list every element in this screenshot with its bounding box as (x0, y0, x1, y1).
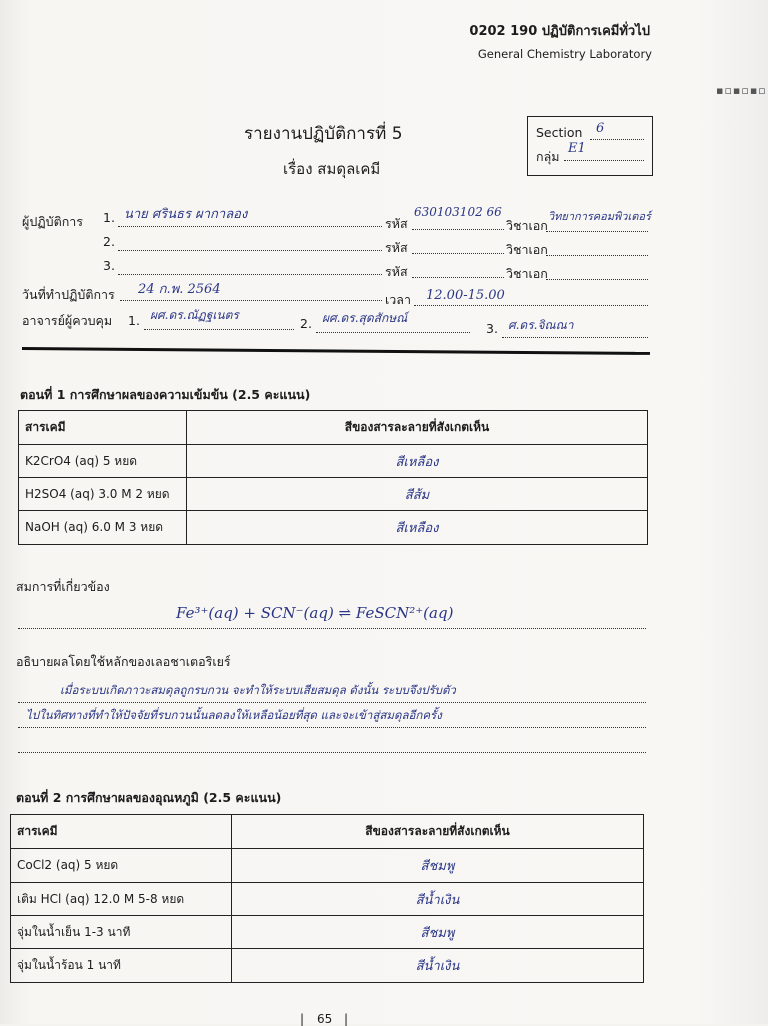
color-cell (187, 511, 648, 545)
equation-value: Fe³⁺(aq) + SCN⁻(aq) ⇌ FeSCN²⁺(aq) (176, 604, 454, 622)
table-row (11, 949, 644, 983)
performer-label: ผู้ปฏิบัติการ (22, 214, 84, 229)
report-title: รายงานปฏิบัติการที่ 5 (244, 124, 403, 144)
explain-label: อธิบายผลโดยใช้หลักของเลอชาเตอริเยร์ (16, 654, 231, 669)
advisor-line-2 (316, 332, 470, 333)
advisor-label: อาจารย์ผู้ควบคุม (22, 313, 113, 328)
part2-col-color: สีของสารละลายที่สังเกตเห็น (232, 815, 644, 849)
performer-number-2: 2. (103, 234, 115, 249)
chemical-cell: จุ่มในน้ำเย็น 1-3 นาที (11, 916, 232, 949)
page-number: 65 (317, 1012, 333, 1026)
color-answer: สีน้ำเงิน (415, 892, 460, 908)
color-answer: สีส้ม (404, 487, 430, 503)
equation-label: สมการที่เกี่ยวข้อง (16, 579, 110, 594)
advisor-number-3: 3. (486, 321, 498, 336)
chemical-cell: เติม HCl (aq) 12.0 M 5-8 หยด (11, 883, 232, 916)
explain-line-1 (18, 702, 646, 703)
id-label-2: รหัส (385, 240, 408, 255)
performer-number-3: 3. (103, 258, 115, 273)
scan-mark: ▪▫▪▫▪▫ (716, 84, 767, 97)
id-label-3: รหัส (385, 264, 408, 279)
chemical-cell: CoCl2 (aq) 5 หยด (11, 849, 232, 883)
table-row (11, 883, 644, 916)
advisor-1-name: ผศ.ดร.ณัฏฐเนตร (150, 308, 239, 322)
group-line (564, 160, 644, 161)
color-answer: สีเหลือง (395, 521, 439, 536)
part1-col-color: สีของสารละลายที่สังเกตเห็น (187, 411, 648, 445)
report-subject: เรื่อง สมดุลเคมี (283, 160, 381, 178)
major-label-3: วิชาเอก (506, 266, 548, 281)
date-label: วันที่ทำปฏิบัติการ (22, 287, 115, 302)
color-cell (187, 445, 648, 478)
section-box (527, 116, 653, 176)
part1-col-chemical: สารเคมี (19, 411, 187, 445)
color-answer: สีชมพู (420, 859, 455, 874)
color-cell (232, 916, 644, 949)
performer-line-1 (118, 226, 382, 227)
chemical-cell: จุ่มในน้ำร้อน 1 นาที (11, 949, 232, 983)
part2-col-chemical: สารเคมี (11, 815, 232, 849)
performer-1-name: นาย ศรินธร ผากาลอง (124, 207, 248, 222)
group-value: E1 (568, 141, 586, 156)
color-cell (232, 883, 644, 916)
part2-heading: ตอนที่ 2 การศึกษาผลของอุณหภูมิ (2.5 คะแนน) (16, 790, 282, 805)
time-line (414, 305, 648, 306)
chemical-cell: K2CrO4 (aq) 5 หยด (19, 445, 187, 478)
table-row (11, 849, 644, 883)
time-value: 12.00-15.00 (426, 288, 505, 303)
major-line-2 (546, 255, 648, 256)
color-answer: สีชมพู (420, 925, 455, 941)
explain-line-2 (18, 727, 646, 728)
date-line (120, 300, 382, 301)
equation-line (18, 628, 646, 629)
course-title: 0202 190 ปฏิบัติการเคมีทั่วไป (469, 24, 650, 39)
divider-rule (22, 347, 650, 355)
id-1-value: 630103102 66 (414, 205, 502, 219)
time-label: เวลา (385, 292, 411, 307)
performer-line-3 (118, 274, 382, 275)
page-number-left-bar: | (300, 1012, 305, 1026)
color-cell (232, 849, 644, 883)
page-number-right-bar: | (344, 1012, 349, 1026)
part1-table (18, 410, 648, 545)
advisor-2-name: ผศ.ดร.สุดสักษณ์ (322, 311, 408, 325)
color-cell (187, 478, 648, 511)
advisor-number-1: 1. (128, 313, 140, 328)
table-row (19, 511, 648, 545)
advisor-number-2: 2. (300, 316, 312, 331)
course-title-en: General Chemistry Laboratory (477, 47, 652, 61)
performer-number-1: 1. (103, 210, 115, 225)
table-row (19, 445, 648, 478)
id-label-1: รหัส (385, 216, 408, 231)
explain-text-1: เมื่อระบบเกิดภาวะสมดุลถูกรบกวน จะทำให้ระบบเสียสมดุล ดังนั้น ระบบจึงปรับตัว (60, 683, 456, 697)
id-line-3 (412, 277, 504, 278)
explain-text-2: ไปในทิศทางที่ทำให้ปัจจัยที่รบกวนนั้นลดลงให้เหลือน้อยที่สุด และจะเข้าสู่สมดุลอีกครั้ง (26, 708, 442, 722)
major-label-1: วิชาเอก (506, 218, 548, 233)
color-cell (232, 949, 644, 983)
chemical-cell: H2SO4 (aq) 3.0 M 2 หยด (19, 478, 187, 511)
section-value: 6 (596, 121, 605, 136)
section-label: Section (536, 125, 583, 140)
group-label: กลุ่ม (536, 149, 560, 164)
section-line (590, 139, 644, 140)
advisor-line-3 (502, 337, 648, 338)
color-answer: สีน้ำเงิน (415, 959, 460, 974)
advisor-line-1 (144, 329, 294, 330)
part1-heading: ตอนที่ 1 การศึกษาผลของความเข้มข้น (2.5 คะแนน) (20, 387, 311, 402)
color-answer: สีเหลือง (395, 454, 439, 470)
major-label-2: วิชาเอก (506, 242, 548, 257)
id-line-1 (412, 229, 504, 230)
table-row (11, 916, 644, 949)
explain-line-3 (18, 752, 646, 753)
performer-line-2 (118, 250, 382, 251)
part2-table (10, 814, 644, 983)
id-line-2 (412, 253, 504, 254)
advisor-3-name: ศ.ดร.จิณณา (508, 318, 574, 332)
table-row (19, 478, 648, 511)
chemical-cell: NaOH (aq) 6.0 M 3 หยด (19, 511, 187, 545)
major-1-value: วิทยาการคอมพิวเตอร์ (548, 210, 651, 223)
major-line-3 (546, 279, 648, 280)
major-line-1 (546, 231, 648, 232)
date-value: 24 ก.พ. 2564 (138, 282, 221, 297)
